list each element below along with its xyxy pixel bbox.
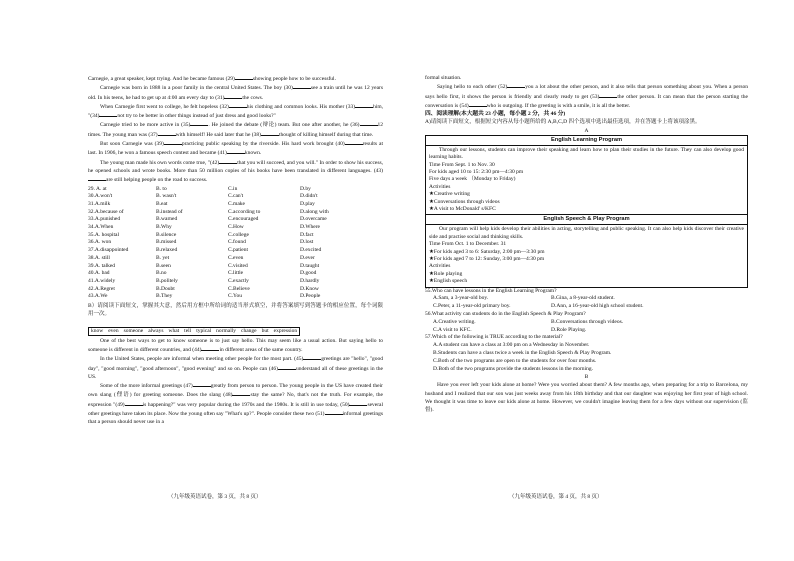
program-line: For kids aged 10 to 15: 2:30 pm—4:30 pm bbox=[429, 169, 524, 175]
question-option: D.Role Playing. bbox=[551, 326, 587, 333]
option-row bbox=[88, 270, 383, 278]
paragraph bbox=[88, 381, 383, 426]
program2-title: English Speech & Play Program bbox=[426, 214, 747, 225]
option: B.They bbox=[156, 293, 173, 300]
option-row bbox=[88, 216, 383, 224]
option: C.according to bbox=[228, 208, 261, 215]
text-segment: known. bbox=[244, 150, 262, 157]
answer-blank bbox=[229, 102, 247, 108]
option: C.How bbox=[228, 224, 244, 231]
word-box bbox=[88, 327, 300, 336]
option: 36.A. won bbox=[88, 239, 112, 246]
option: B.Doubt bbox=[156, 285, 175, 292]
option-row bbox=[88, 209, 383, 217]
program-line: ★Role playing bbox=[429, 270, 463, 277]
question-option: B.Gina, a 8-year-old student. bbox=[551, 295, 615, 302]
answer-blank bbox=[88, 175, 106, 181]
paragraph bbox=[88, 158, 383, 185]
option: D.ever bbox=[300, 254, 315, 261]
program1-desc: Through our lessons, students can improve their speaking and learn how to plan their studies in the future. They can also develop good learning habits. bbox=[429, 146, 744, 161]
text-segment: who is outgoing. If the greeting is with a smile, it is all the better. bbox=[486, 102, 631, 109]
option: B.instead of bbox=[156, 208, 183, 215]
option: C.encouraged bbox=[228, 216, 259, 223]
text-segment: his clothing and common looks. His mother (33) bbox=[246, 103, 356, 110]
text-segment: Saying hello to each other (52) bbox=[437, 84, 508, 91]
option: D.hardly bbox=[300, 278, 320, 284]
paragraph bbox=[88, 120, 383, 139]
answer-blank bbox=[355, 102, 373, 108]
program-line: ★Creative writing bbox=[429, 191, 470, 198]
option: 35.A. hospital bbox=[88, 231, 120, 238]
option: C.Believe bbox=[228, 285, 250, 292]
program-line: ★English speech bbox=[429, 278, 468, 285]
option: B. wasn't bbox=[156, 193, 177, 200]
option: 40.A. bad bbox=[88, 270, 110, 277]
answer-blank bbox=[99, 111, 117, 117]
option: C.little bbox=[228, 270, 244, 277]
text-segment: showing people how to be successful. bbox=[252, 76, 336, 82]
answer-blank bbox=[193, 381, 211, 387]
program-line: Five days a week （Monday to Friday) bbox=[429, 176, 516, 183]
question-option: C.Both of the two programs are open to the students for over four months. bbox=[433, 357, 597, 364]
program-line: ★For kids aged 7 to 12: Sunday, 3:00 pm—4:30 pm bbox=[429, 256, 545, 263]
passage-label-b: B bbox=[584, 374, 589, 381]
program-line: ★Conversations through videos bbox=[429, 198, 500, 205]
paragraph bbox=[88, 74, 383, 83]
option: D.good bbox=[300, 270, 317, 277]
option: D.Know bbox=[300, 285, 319, 292]
program-line: ★For kids aged 3 to 6: Saturday, 2:00 pm—3:30 pm bbox=[429, 248, 545, 255]
answer-blank bbox=[345, 139, 363, 145]
question-option: C.Peter, a 11-year-old primary boy. bbox=[433, 303, 511, 310]
text-segment: you a lot about the other person, and it also tells that person something about you. When a person says hello first, it shows the person is friendly and clearly ready to get (53) bbox=[425, 84, 749, 100]
text-segment: But soon Carnegie was (39) bbox=[100, 141, 164, 148]
option-row bbox=[88, 293, 383, 301]
option: C.patient bbox=[228, 247, 249, 254]
answer-blank bbox=[224, 93, 242, 99]
word-box-item: expression bbox=[273, 327, 298, 334]
option: D.fact bbox=[300, 231, 314, 238]
question-stem: 56.What activity can students do in the English Speech & Play Program? bbox=[425, 311, 586, 318]
option: B. yet bbox=[156, 254, 170, 261]
paragraph bbox=[88, 354, 383, 381]
question-option: D.Both of the two programs provide the students lessons in the morning. bbox=[433, 365, 593, 372]
question-option-row bbox=[425, 303, 748, 311]
word-box-item: even bbox=[108, 327, 119, 334]
paragraph bbox=[88, 139, 383, 158]
option-row bbox=[88, 278, 383, 286]
option: C.college bbox=[228, 231, 249, 238]
option-row bbox=[88, 247, 383, 255]
option: 32.A.because of bbox=[88, 208, 124, 215]
text-segment: When Carnegie first went to college, he felt hopeless (32) bbox=[100, 103, 229, 110]
text-segment: thought of killing himself during that time. bbox=[278, 131, 374, 138]
option: B.warned bbox=[156, 216, 178, 223]
answer-blank bbox=[303, 354, 321, 360]
option: D.excited bbox=[300, 247, 322, 254]
option: 41.A.widely bbox=[88, 278, 116, 284]
answer-blank bbox=[293, 83, 311, 89]
option: B.missed bbox=[156, 239, 177, 246]
text-segment: Carnegie was born in 1888 in a poor family in the central United States. The boy (30) bbox=[100, 85, 293, 92]
option-row bbox=[88, 193, 383, 201]
option-row bbox=[88, 239, 383, 247]
question-option-row bbox=[425, 319, 748, 327]
question-option: A.Sam, a 3-year-old boy. bbox=[433, 295, 489, 302]
option: D.taught bbox=[300, 262, 320, 269]
paragraph bbox=[425, 74, 748, 82]
option: 42.A.Regret bbox=[88, 285, 115, 292]
question-option: C.A visit to KFC. bbox=[433, 326, 472, 333]
option: B. to bbox=[156, 185, 167, 192]
option: B.politely bbox=[156, 278, 178, 284]
option: B.relaxed bbox=[156, 247, 178, 254]
question-option: D.Ann, a 16-year-old high school student. bbox=[551, 303, 644, 310]
program-line: Activities bbox=[429, 183, 451, 190]
option-row bbox=[88, 186, 383, 194]
answer-blank bbox=[278, 364, 296, 370]
page-footer-right: （九年级英语试卷，第 4 页，共 8 页） bbox=[509, 494, 603, 500]
text-segment: is happening?" was very popular during the 1970s and the 1980s. It is still in use today, (50) bbox=[142, 401, 350, 408]
paragraph bbox=[88, 83, 383, 102]
option: D.People bbox=[300, 293, 321, 300]
text-segment: 12 times. The young man was (37) bbox=[88, 122, 384, 138]
program1-title: English Learning Program bbox=[426, 136, 747, 146]
word-box-item: normally bbox=[216, 327, 237, 334]
option-row bbox=[88, 263, 383, 271]
question-option-row bbox=[425, 295, 748, 303]
option: B.no bbox=[156, 270, 167, 277]
cloze-passage-b bbox=[88, 337, 383, 427]
program-line: Activities bbox=[429, 263, 451, 270]
text-segment: results at last. In 1906, he won a famous speech contest and became (41) bbox=[88, 141, 383, 157]
option: D.overcame bbox=[300, 216, 327, 223]
option: D.by bbox=[300, 185, 311, 192]
question-option: B.Students can have a class twice a week in the English Speech & Play Program. bbox=[433, 350, 612, 357]
program-line: Time From Oct. 1 to December. 31 bbox=[429, 241, 507, 248]
text-segment: The young man made his own words come true, "(42) bbox=[100, 159, 220, 166]
option: C.You bbox=[228, 293, 242, 300]
cloze-options bbox=[88, 186, 383, 302]
program2-body bbox=[426, 225, 747, 286]
text-segment: greatly from person to person. The young people in the US have created their own slang (俚语) for greeting someone. Does the slang (48) bbox=[88, 383, 383, 399]
option: C.visited bbox=[228, 262, 248, 269]
questions bbox=[425, 288, 748, 374]
paragraph bbox=[88, 337, 383, 355]
answer-blank bbox=[469, 101, 487, 107]
option: D.lost bbox=[300, 239, 314, 246]
answer-blank bbox=[599, 92, 617, 98]
answer-blank bbox=[235, 74, 253, 80]
text-segment: him, "(34) bbox=[88, 103, 383, 120]
text-segment: formal situation. bbox=[425, 75, 462, 81]
answer-blank bbox=[507, 82, 525, 88]
answer-blank bbox=[164, 139, 182, 145]
answer-blank bbox=[219, 158, 237, 164]
text-segment: In the United States, people are informal when meeting other people for the most part. (45) bbox=[100, 356, 304, 363]
answer-blank bbox=[349, 400, 367, 406]
option: B.Why bbox=[156, 224, 172, 231]
word-box-item: change bbox=[241, 327, 257, 334]
question-option: A.A student can have a class at 3:00 pm on a Wednesday in November. bbox=[433, 342, 590, 349]
option-row bbox=[88, 255, 383, 263]
word-box-item: but bbox=[261, 327, 269, 334]
text-segment: the cows. bbox=[242, 94, 264, 101]
word-box-item: always bbox=[148, 327, 164, 334]
page-footer-left: （九年级英语试卷，第 3 页，共 8 页） bbox=[168, 494, 262, 500]
word-box-item: typical bbox=[196, 327, 212, 334]
text-segment: Carnegie, a great speaker, kept trying. And he became famous (29) bbox=[88, 76, 235, 82]
passage-continuation bbox=[425, 74, 748, 110]
program-line: Time From Sept. 1 to Nov. 30 bbox=[429, 161, 495, 168]
word-box-item: what bbox=[168, 327, 180, 334]
answer-blank bbox=[158, 130, 176, 136]
option: 38.A. still bbox=[88, 254, 110, 261]
text-segment: in different areas of the same country. bbox=[219, 347, 303, 353]
answer-blank bbox=[190, 120, 208, 126]
question-option: B.Conversations through videos. bbox=[551, 318, 624, 325]
program1-body bbox=[426, 146, 747, 215]
text-segment: see a train until he was 12 years old. In his teens, he had to get up at 4:00 am every day to (31) bbox=[88, 85, 383, 101]
option: B.seen bbox=[156, 262, 171, 269]
option: C.can't bbox=[228, 193, 244, 200]
option-row bbox=[88, 224, 383, 232]
text-segment: informal greetings that a person should never use in a bbox=[88, 411, 383, 426]
option: 31.A.milk bbox=[88, 200, 111, 207]
option: 37.A.disappointed bbox=[88, 247, 129, 254]
option: B.silence bbox=[156, 231, 177, 238]
option: 43.A.We bbox=[88, 293, 108, 300]
cloze-passage-a bbox=[88, 74, 383, 185]
section-heading: 四、阅读理解(本大题共 23 小题，每小题 2 分，共 46 分) bbox=[425, 111, 566, 118]
word-box-item: know bbox=[91, 327, 104, 334]
text-segment: practicing public speaking by the riverside. His hard work brought (40) bbox=[181, 141, 345, 148]
word-box-item: tell bbox=[184, 327, 192, 334]
text-segment: Some of the more informal greetings (47) bbox=[100, 383, 193, 390]
option: D.didn't bbox=[300, 193, 318, 200]
text-segment: not try to be better in other things instead of just dress and good looks?" bbox=[117, 113, 276, 120]
option: 33.A.punished bbox=[88, 216, 121, 223]
option: B.eat bbox=[156, 200, 168, 207]
word-box-item: someone bbox=[123, 327, 144, 334]
program-notice bbox=[425, 135, 748, 288]
question-option: A.Creative writing. bbox=[433, 318, 476, 325]
text-segment: understand all of these greetings in the US. bbox=[88, 365, 384, 380]
program-line: ★A visit to McDonald' s/KFC bbox=[429, 206, 496, 213]
option: D.play bbox=[300, 200, 315, 207]
answer-blank bbox=[201, 345, 219, 351]
option: 34.A.When bbox=[88, 224, 114, 231]
option: C.exactly bbox=[228, 278, 249, 284]
text-segment: . He joined the debate (辩论) team. But one after another, he (36) bbox=[208, 122, 360, 129]
option: 39.A. talked bbox=[88, 262, 116, 269]
text-segment: Carnegie tried to be more active in (35) bbox=[100, 122, 191, 129]
right-page bbox=[397, 0, 794, 561]
text-segment: that you will succeed, and you will." In order to show his success, he opened schools and wrote books. More than 50 million copies of his books have been translated in different languages. (43) bbox=[88, 159, 383, 174]
passage-b: Have you ever left your kids alone at home? Were you worried about them? A few months ago, when preparing for a trip to Barcelona, my husband and I realized that our son was just weeks away from his 18th birthday and that our daughter was enjoying her first year of high school. We thought it was time to leave our kids alone at home. However, we couldn't imagine leaving them for a few days without our supervision (监督). bbox=[425, 382, 748, 414]
option: D.Where bbox=[300, 224, 321, 231]
program2-desc: Our program will help kids develop their abilities in acting, storytelling and public speaking. It can also help kids discover their creative side and practise social and thinking skills. bbox=[429, 226, 744, 240]
answer-blank bbox=[227, 148, 245, 154]
text-segment: are still helping people on the road to success. bbox=[106, 177, 208, 184]
option: C.even bbox=[228, 254, 244, 261]
option: C.make bbox=[228, 200, 245, 207]
answer-blank bbox=[125, 400, 143, 406]
option-row bbox=[88, 201, 383, 209]
text-segment: the other person. It can mean that the person starting the conversation is (54) bbox=[425, 93, 748, 109]
part-b-instruction: B）请阅读下面短文，掌握其大意，然后用方框中所给词的适当形式填空，并将答案填写到答题卡的相应位置，每个词限用一次。 bbox=[88, 303, 383, 318]
answer-blank bbox=[261, 130, 279, 136]
paragraph bbox=[425, 82, 748, 110]
answer-blank bbox=[325, 409, 343, 415]
option-row bbox=[88, 286, 383, 294]
option: 29. A. at bbox=[88, 185, 107, 192]
option: C.found bbox=[228, 239, 246, 246]
question-stem: 57.Which of the following is TRUE according to the material? bbox=[425, 334, 563, 341]
text-segment: with himself! He said later that he (38) bbox=[175, 131, 261, 138]
text-segment: greetings are "hello", "good day", "good morning", "good afternoon", "good evening" and so on. People can (46) bbox=[88, 356, 383, 372]
section-instruction: A)请阅读下面短文，根据短文内容从每小题所给的 A,B,C,D 四个选项中选出最佳选项，并在答题卡上将该项涂黑。 bbox=[425, 119, 701, 126]
answer-blank bbox=[232, 390, 250, 396]
text-segment: stay the same? No, that's not the truth. For example, the expression "(49) bbox=[88, 392, 383, 408]
paragraph bbox=[88, 102, 383, 121]
passage-label-a: A bbox=[584, 127, 589, 134]
option: C.in bbox=[228, 185, 238, 192]
answer-blank bbox=[360, 120, 378, 126]
text-segment: several other greetings have taken its place. Now the young often say "What's up?". People consider these two (51) bbox=[88, 401, 384, 418]
option: D.along with bbox=[300, 208, 329, 215]
option: 30.A.won't bbox=[88, 193, 113, 200]
text-segment: One of the best ways to get to know someone is to just say hello. This may seem like a usual action. But saying hello to someone is different in different countries, and (44) bbox=[88, 337, 383, 353]
question-stem: 55.Who can have lessons in the English Learning Program? bbox=[425, 287, 557, 294]
